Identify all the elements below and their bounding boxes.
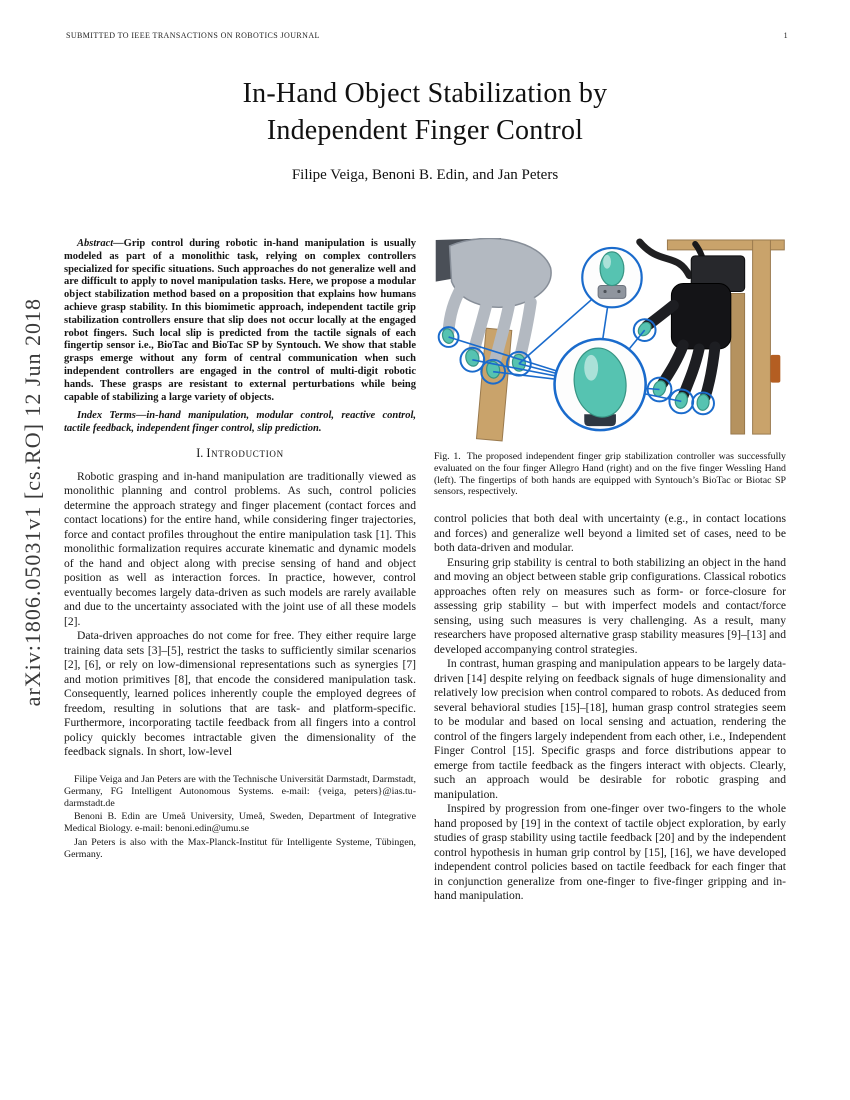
section-title: Introduction bbox=[206, 445, 284, 460]
right-paragraph-2: Ensuring grip stability is central to both stabilizing an object in the hand and moving an object between stable grip configurations. Classical robotics approaches often rely on measures such as form- or force-closure for assessing grip stability – but with imperfect models and contact/force sensing, using such measures is very challenging. As a result, many researchers have proposed alternative grasp stability measures [9]–[13] and developed accompanying control strategies. bbox=[434, 555, 786, 656]
biotac-inset bbox=[555, 339, 646, 430]
running-head-text: SUBMITTED TO IEEE TRANSACTIONS ON ROBOTICS JOURNAL bbox=[66, 31, 320, 40]
figure-1-caption bbox=[434, 451, 786, 498]
section-number: I. bbox=[196, 445, 204, 460]
right-paragraph-3: In contrast, human grasping and manipulation appears to be largely data-driven [14] despite relying on feedback signals of huge dimensionality and relatively low precision when control compared to robots. As deduced from several behavioral studies [15]–[18], human grasp control strategies seem to be modular and based on local sensing and actuation, rendering the control of the fingers largely independent from each other, i.e., Independent Finger Control [15]. Specific grasps and force distributions appear to emerge from tactile feedback as the fingers interact with objects. Clearly, such an approach would be desirable for robotic grasping and manipulation. bbox=[434, 657, 786, 801]
footnote-2: Benoni B. Edin are Umeå University, Umeå, Sweden, Department of Integrative Medical Biology. e-mail: benoni.edin@umu.se bbox=[64, 811, 416, 835]
index-terms bbox=[64, 410, 416, 436]
figure-1-svg bbox=[434, 238, 786, 442]
allegro-hand-photo bbox=[636, 240, 785, 434]
figure-1-image bbox=[434, 238, 786, 442]
right-paragraph-4: Inspired by progression from one-finger over two-fingers to the whole hand proposed by [19] in the context of tactile object exploration, by early studies of grasp stability using tactile feedback [20] and by the independent control hypothesis in human grip control by [15], [16], we have developed independent control policies based on tactile feedback for each finger that in conjunction generalize from one-finger to five-finger gripping and in-hand manipulation. bbox=[434, 802, 786, 903]
page-number: 1 bbox=[783, 31, 788, 40]
right-column bbox=[434, 238, 786, 904]
intro-paragraph-1: Robotic grasping and in-hand manipulation are traditionally viewed as monolithic planning and control problems. As such, control policies determine the approach strategy and finger placement (contact forces and contact locations) for the entire hand, while considering finger trajectories, force and contact profiles throughout the entire manipulation task [1]. This monolithic formalization requires accurate kinematic and dynamic models of the hand and object along with precise sensing of hand and object position as well as interaction forces. In practice, however, control eventually becomes largely data-driven as such models are rarely available and due to the uncertainty associated with the joint use of all these models [2]. bbox=[64, 469, 416, 628]
footnote-1: Filipe Veiga and Jan Peters are with the Technische Universität Darmstadt, Darmstadt, Germany, FG Intelligent Autonomous Systems. e-mail: {veiga, peters}@ias.tu-darmstadt.de bbox=[64, 773, 416, 809]
index-terms-label: Index Terms bbox=[77, 410, 136, 422]
abstract-text: —Grip control during robotic in-hand manipulation is usually modeled as part of a monolithic task, relying on complex controllers specialized for specific situations. Such approaches do not generalize well and are difficult to apply to novel manipulation tasks. Here, we propose a modular object stabilization method based on a proposition that explains how humans achieve grasp stability. In this biomimetic approach, independent tactile grip stabilization controllers ensure that slip does not occur locally at the engaged robot fingers. Such local slip is predicted from the tactile signals of each fingertip sensor i.e., BioTac and BioTac SP by Syntouch. We show that stable grasps emerge without any form of central communication when such independent controllers are engaged in the control of multi-digit robotic hands. These grasps are resistant to external perturbations while being capable of stabilizing a large variety of objects. bbox=[64, 238, 416, 403]
left-column bbox=[64, 238, 416, 863]
abstract bbox=[64, 238, 416, 404]
wessling-hand-photo bbox=[436, 238, 551, 441]
intro-paragraph-2: Data-driven approaches do not come for free. They either require large training data sets [3]–[5], restrict the tasks to sufficiently similar scenarios [2], [6], or rely on low-dimensional representations such as synergies [7] and motion primitives [8], that encode the considered manipulation task. Consequently, learned polices inherently couple the employed degrees of freedom, resulting in solutions that are task- and platform-specific. Furthermore, incorporating tactile feedback from all fingers into a control policy quickly becomes intractable given the dimensionality of the feedback signals. In short, low-level bbox=[64, 629, 416, 759]
figure-1 bbox=[434, 238, 786, 498]
figure-1-caption-text: The proposed independent finger grip stabilization controller was successfully evaluated on the four finger Allegro Hand (right) and on the five finger Wessling Hand (left). The fingertips of both hands are equipped with Syntouch’s BioTac or Biotac SP sensors, respectively. bbox=[434, 451, 786, 498]
paper-title bbox=[0, 76, 850, 150]
authors: Filipe Veiga, Benoni B. Edin, and Jan Peters bbox=[291, 166, 559, 183]
abstract-label: Abstract bbox=[77, 238, 114, 249]
arxiv-watermark: arXiv:1806.05031v1 [cs.RO] 12 Jun 2018 bbox=[20, 298, 45, 707]
index-terms-text: —in-hand manipulation, modular control, reactive control, tactile feedback, independent finger control, slip prediction. bbox=[64, 410, 416, 435]
figure-1-caption-label: Fig. 1. bbox=[434, 451, 461, 462]
section-heading-introduction bbox=[64, 446, 416, 461]
right-paragraph-1: control policies that both deal with uncertainty (e.g., in contact locations and forces) and generalize well beyond a limited set of cases, need to be both data-driven and modular. bbox=[434, 512, 786, 555]
running-header bbox=[66, 31, 788, 40]
author-footnotes bbox=[64, 774, 416, 861]
title-block bbox=[0, 76, 850, 184]
paper-title-line-1: In-Hand Object Stabilization by bbox=[242, 78, 608, 109]
biotac-sp-inset bbox=[582, 248, 641, 307]
paper-title-line-2: Independent Finger Control bbox=[266, 114, 584, 146]
footnote-3: Jan Peters is also with the Max-Planck-Institut für Intelligente Systeme, Tübingen, Germany. bbox=[64, 836, 416, 860]
